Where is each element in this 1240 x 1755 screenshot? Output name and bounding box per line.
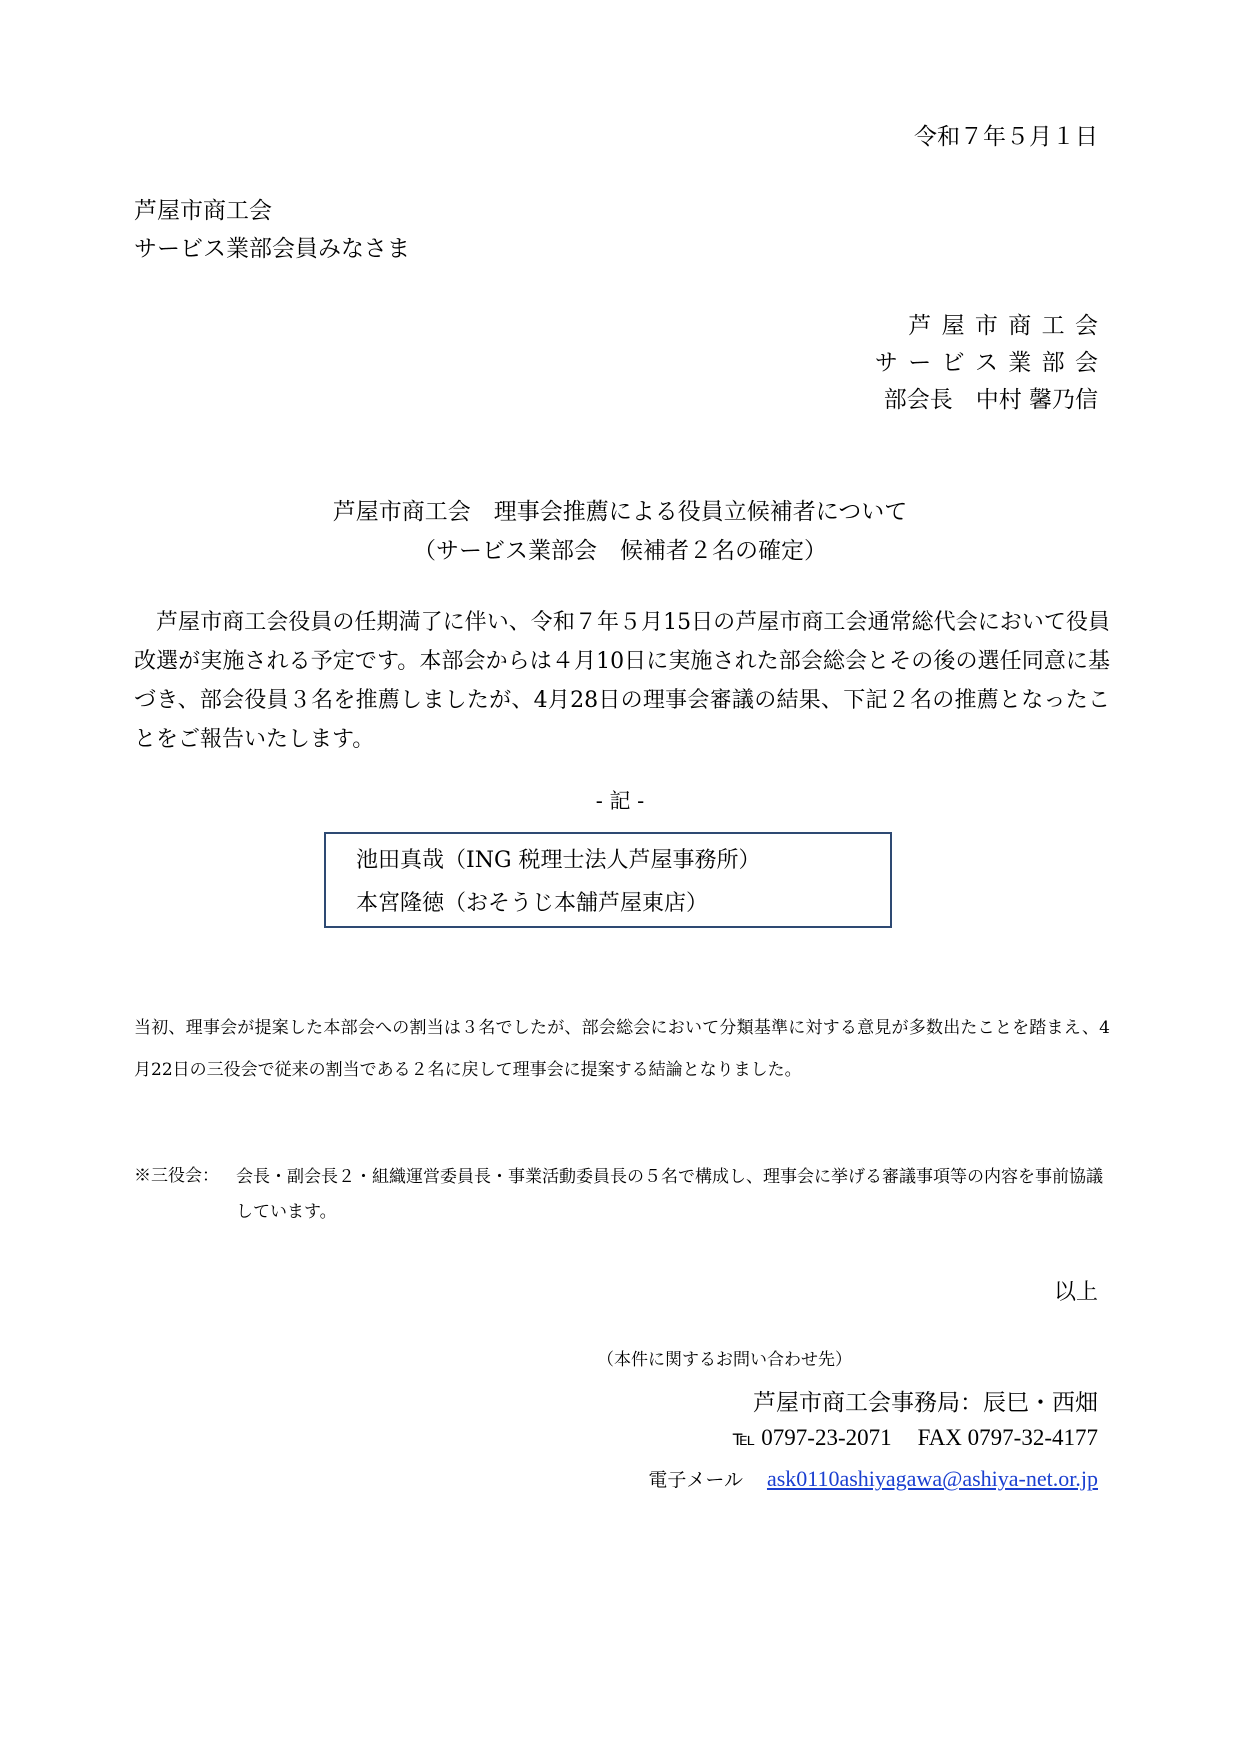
candidate-item: 池田真哉（ING 税理士法人芦屋事務所） bbox=[356, 848, 761, 873]
fax-label: FAX bbox=[917, 1425, 962, 1450]
tel-number: 0797-23-2071 bbox=[761, 1425, 892, 1450]
sender-block bbox=[874, 308, 1109, 419]
annotation-text: 会長・副会長２・組織運営委員長・事業活動委員長の５名で構成し、理事会に挙げる審議事項等の内容を事前協議しています。 bbox=[236, 1167, 1103, 1222]
contact-label: （本件に関するお問い合わせ先） bbox=[597, 1350, 852, 1370]
contact-phone-fax bbox=[733, 1425, 1098, 1451]
candidate-box bbox=[324, 832, 892, 928]
document-title: 芦屋市商工会 理事会推薦による役員立候補者について bbox=[332, 499, 908, 525]
email-label: 電子メール bbox=[648, 1469, 743, 1491]
body-paragraph: 芦屋市商工会役員の任期満了に伴い、令和７年５月15日の芦屋市商工会通常総代会において役員改選が実施される予定です。本部会からは４月10日に実施された部会総会とその後の選任同意に基づき、部会役員３名を推薦しましたが、4月28日の理事会審議の結果、下記２名の推薦となったことをご報告いたします。 bbox=[134, 610, 1110, 752]
contact-email-row bbox=[648, 1465, 1098, 1492]
sender-chair: 部会長 中村 馨乃信 bbox=[883, 387, 1098, 413]
annotation-label: ※三役会： bbox=[134, 1166, 219, 1186]
recipient-members: サービス業部会員みなさま bbox=[134, 236, 410, 262]
tel-label: ℡ bbox=[732, 1426, 756, 1450]
ki-heading: - 記 - bbox=[595, 789, 645, 813]
sender-organization: 芦屋市商工会 bbox=[908, 313, 1109, 339]
email-link[interactable]: ask0110ashiyagawa@ashiya-net.or.jp bbox=[766, 1466, 1098, 1491]
candidate-item: 本宮隆徳（おそうじ本舗芦屋東店） bbox=[356, 891, 709, 916]
document-subtitle: （サービス業部会 候補者２名の確定） bbox=[413, 538, 827, 564]
note-paragraph: 当初、理事会が提案した本部会への割当は３名でしたが、部会総会において分類基準に対する意見が多数出たことを踏まえ、4月22日の三役会で従来の割当である２名に戻して理事会に提案する結論となりました。 bbox=[134, 1018, 1110, 1080]
fax-number: 0797-32-4177 bbox=[967, 1425, 1098, 1450]
sender-division: サービス業部会 bbox=[874, 350, 1109, 376]
closing-mark: 以上 bbox=[1053, 1280, 1098, 1305]
contact-office: 芦屋市商工会事務局：辰巳・西畑 bbox=[753, 1390, 1098, 1416]
recipient-organization: 芦屋市商工会 bbox=[134, 198, 272, 224]
document-date: 令和７年５月１日 bbox=[914, 124, 1098, 150]
